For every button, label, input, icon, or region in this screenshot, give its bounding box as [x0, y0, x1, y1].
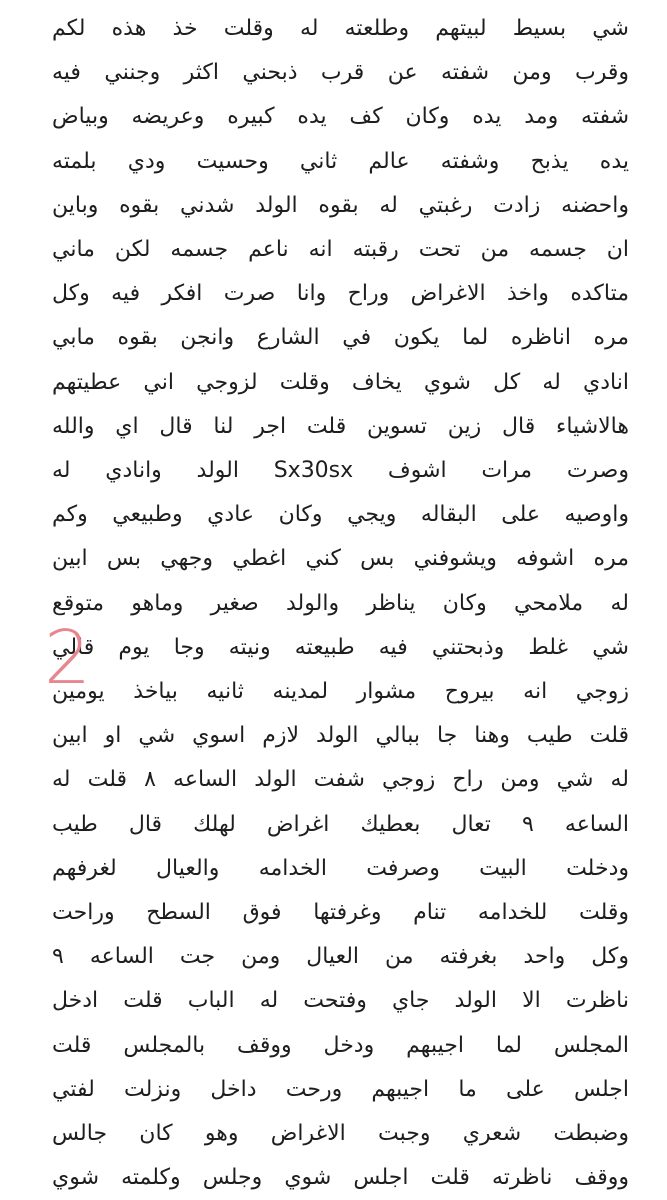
text-line: شي بسيط لبيتهم وطلعته له وقلت خذ هذه لكم	[52, 16, 629, 41]
text-line: وصرت مرات اشوف Sx30sx الولد وانادي له	[52, 458, 629, 483]
text-line: ودخلت البيت وصرفت الخدامه والعيال لغرفهم	[52, 855, 629, 881]
text-line: وقرب ومن شفته عن قرب ذبحني اكثر وجنني فيه	[52, 60, 629, 86]
text-line: زوجي انه بيروح مشوار لمدينه ثانيه بياخذ يومين	[52, 679, 629, 704]
text-line: وقلت للخدامه تنام وغرفتها فوق السطح وراحت	[52, 900, 629, 925]
text-line: شي غلط وذبحتني فيه طبيعته ونيته وجا يوم قالي	[52, 634, 629, 660]
text-line: اجلس على ما اجيبهم ورحت داخل ونزلت لفتي	[52, 1076, 629, 1102]
text-line: هالاشياء قال زين تسوين قلت اجر لنا قال اي والله	[52, 413, 629, 439]
text-line: له شي ومن راح زوجي شفت الولد الساعه ٨ قلت له	[52, 767, 630, 793]
text-line: واوصيه على البقاله ويجي وكان عادي وطبيعي وكم	[52, 502, 629, 528]
text-line: مره اناظره لما يكون في الشارع وانجن بقوه مابي	[52, 325, 629, 351]
text-line: متاكده واخذ الاغراض وراح وانا صرت افكر فيه وكل	[52, 281, 629, 307]
text-line: الساعه ٩ تعال بعطيك اغراض لهلك قال طيب	[52, 811, 629, 837]
text-line: انادي له كل شوي يخاف وقلت لزوجي اني عطيتهم	[52, 369, 629, 395]
text-line: ناظرت الا الولد جاي وفتحت له الباب قلت ادخل	[52, 988, 629, 1014]
text-line: له ملامحي وكان يناظر والولد صغير وماهو متوقع	[52, 590, 629, 616]
handwritten-number-marker: 2	[44, 615, 92, 701]
text-line: مره اشوفه ويشوفني بس كني اغطي وجهي بس ابين	[52, 546, 629, 572]
text-line: المجلس لما اجيبهم ودخل ووقف بالمجلس قلت	[52, 1032, 629, 1058]
text-line: وكل واحد بغرفته من العيال ومن جت الساعه ٩	[52, 944, 629, 970]
text-line: ان جسمه من تحت رقبته انه ناعم جسمه لكن ماني	[52, 237, 629, 262]
text-line: يده يذبح وشفته عالم ثاني وحسيت ودي بلمته	[52, 148, 629, 174]
text-line: واحضنه زادت رغبتي له بقوه الولد شدني بقوه وباين	[52, 192, 629, 218]
text-line: شفته ومد يده وكان كف يده كبيره وعريضه وبياض	[52, 104, 629, 130]
text-line: وضبطت شعري وجبت الاغراض وهو كان جالس	[52, 1121, 629, 1146]
text-line: قلت طيب وهنا جا ببالي الولد لازم اسوي شي او ابين	[52, 723, 629, 749]
text-line: ووقف ناظرته قلت اجلس شوي وجلس وكلمته شوي	[52, 1165, 629, 1191]
